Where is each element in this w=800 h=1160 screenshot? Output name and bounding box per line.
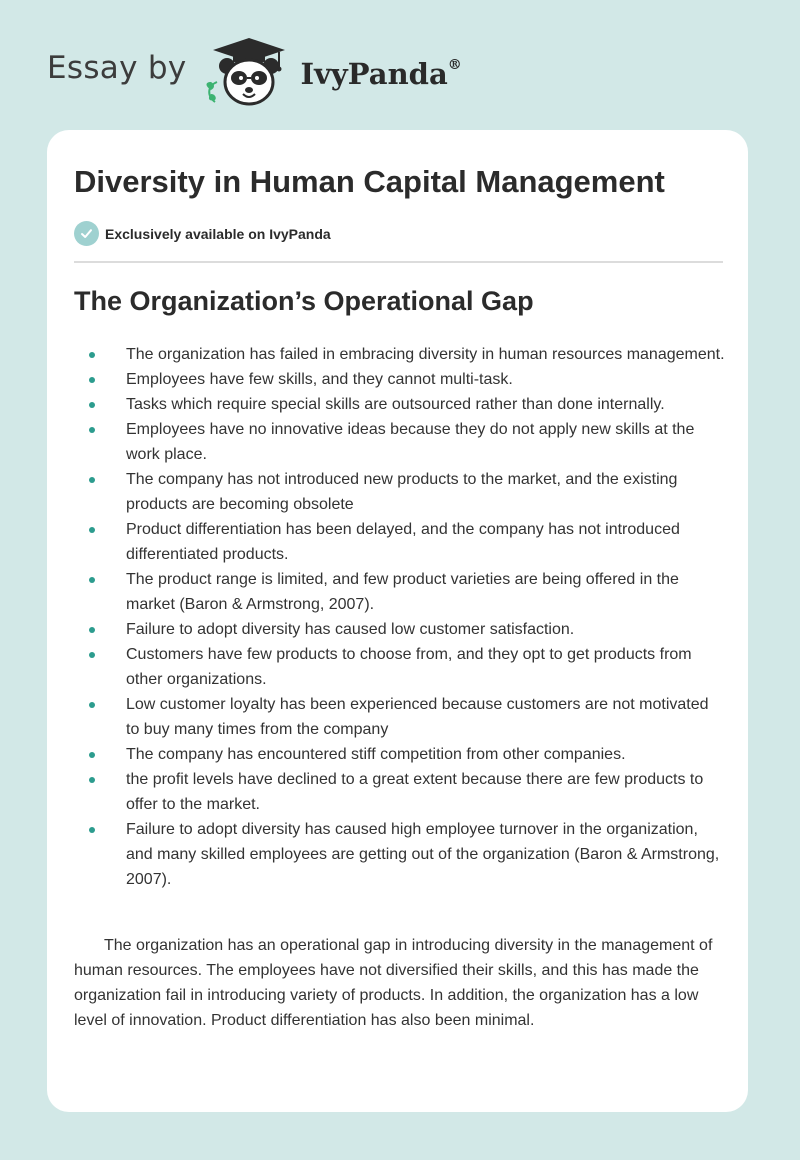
- list-item: Employees have few skills, and they cannot multi-task.: [74, 367, 726, 392]
- divider: [74, 261, 723, 263]
- list-item: Low customer loyalty has been experienced because customers are not motivated to buy many times from the company: [74, 692, 726, 742]
- list-item: The product range is limited, and few product varieties are being offered in the market (Baron & Armstrong, 2007).: [74, 567, 726, 617]
- list-item: The company has not introduced new products to the market, and the existing products are becoming obsolete: [74, 467, 726, 517]
- list-item: the profit levels have declined to a great extent because there are few products to offer to the market.: [74, 767, 726, 817]
- panda-graduate-icon: [201, 36, 297, 108]
- list-item: Failure to adopt diversity has caused high employee turnover in the organization, and many skilled employees are getting out of the organization (Baron & Armstrong, 2007).: [74, 817, 726, 892]
- list-item: Customers have few products to choose from, and they opt to get products from other organizations.: [74, 642, 726, 692]
- list-item: The organization has failed in embracing diversity in human resources management.: [74, 342, 726, 367]
- page-title: Diversity in Human Capital Management: [74, 164, 665, 199]
- body-paragraph: The organization has an operational gap in introducing diversity in the management of human resources. The employees have not diversified their skills, and this has made the organization fail in introducing variety of products. In addition, the organization has a low level of innovation. Product differentiation has also been minimal.: [74, 937, 713, 1029]
- list-item: Product differentiation has been delayed, and the company has not introduced differentiated products.: [74, 517, 726, 567]
- brand-prefix: Essay by: [47, 50, 187, 86]
- section-heading: The Organization’s Operational Gap: [74, 286, 534, 316]
- list-item: Failure to adopt diversity has caused low customer satisfaction.: [74, 617, 726, 642]
- exclusive-badge: [74, 221, 331, 246]
- check-circle-icon: [74, 221, 99, 246]
- list-item: The company has encountered stiff competition from other companies.: [74, 742, 726, 767]
- list-item: Tasks which require special skills are outsourced rather than done internally.: [74, 392, 726, 417]
- essay-card: [47, 130, 748, 1112]
- badge-label: Exclusively available on IvyPanda: [105, 225, 331, 242]
- site-logo[interactable]: [47, 36, 462, 108]
- list-item: Employees have no innovative ideas because they do not apply new skills at the work place.: [74, 417, 726, 467]
- brand-name: IvyPanda®: [300, 57, 462, 91]
- bullet-list: [74, 342, 726, 892]
